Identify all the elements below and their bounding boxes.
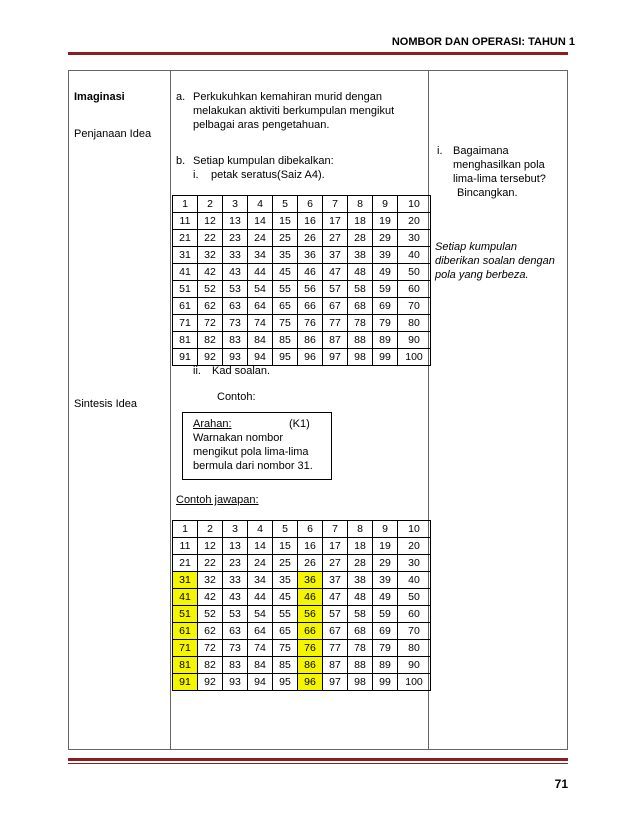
grid-cell-67: 67: [323, 623, 348, 640]
grid-row: [173, 640, 431, 657]
grid-cell-11: 11: [173, 213, 198, 230]
grid-row: [173, 589, 431, 606]
grid-cell-26: 26: [298, 555, 323, 572]
grid-cell-47: 47: [323, 264, 348, 281]
grid-cell-27: 27: [323, 230, 348, 247]
contoh-jawapan-label: Contoh jawapan:: [176, 494, 259, 506]
grid-cell-33: 33: [223, 247, 248, 264]
item-bi-label: i.: [193, 169, 199, 181]
grid-cell-48: 48: [348, 264, 373, 281]
grid-row: [173, 349, 431, 366]
note-line-1: Setiap kumpulan: [435, 241, 517, 253]
grid-cell-29: 29: [373, 230, 398, 247]
grid-cell-20: 20: [398, 213, 431, 230]
card-line-1: Warnakan nombor: [193, 432, 284, 444]
grid-cell-32: 32: [198, 572, 223, 589]
item-bii-text: Kad soalan.: [212, 365, 271, 377]
grid-cell-57: 57: [323, 606, 348, 623]
grid-cell-61: 61: [173, 298, 198, 315]
grid-cell-3: 3: [223, 196, 248, 213]
grid-cell-29: 29: [373, 555, 398, 572]
grid-cell-2: 2: [198, 196, 223, 213]
grid-cell-57: 57: [323, 281, 348, 298]
grid-row: [173, 521, 431, 538]
grid-cell-56: 56: [298, 606, 323, 623]
grid-cell-54: 54: [248, 606, 273, 623]
answer-grid: [172, 520, 431, 691]
grid-cell-65: 65: [273, 623, 298, 640]
level-code: (K1): [289, 418, 310, 430]
grid-cell-76: 76: [298, 640, 323, 657]
grid-cell-94: 94: [248, 674, 273, 691]
grid-row: [173, 281, 431, 298]
grid-cell-79: 79: [373, 315, 398, 332]
grid-cell-27: 27: [323, 555, 348, 572]
question-line-4: Bincangkan.: [457, 187, 518, 199]
grid-cell-11: 11: [173, 538, 198, 555]
grid-cell-60: 60: [398, 281, 431, 298]
grid-cell-7: 7: [323, 196, 348, 213]
grid-cell-40: 40: [398, 572, 431, 589]
grid-cell-84: 84: [248, 332, 273, 349]
grid-cell-43: 43: [223, 264, 248, 281]
grid-cell-52: 52: [198, 281, 223, 298]
grid-cell-64: 64: [248, 623, 273, 640]
grid-row: [173, 315, 431, 332]
grid-cell-21: 21: [173, 555, 198, 572]
grid-cell-10: 10: [398, 521, 431, 538]
grid-cell-99: 99: [373, 349, 398, 366]
grid-cell-5: 5: [273, 196, 298, 213]
grid-cell-76: 76: [298, 315, 323, 332]
grid-cell-18: 18: [348, 213, 373, 230]
grid-cell-12: 12: [198, 213, 223, 230]
grid-cell-9: 9: [373, 521, 398, 538]
grid-cell-38: 38: [348, 247, 373, 264]
grid-cell-64: 64: [248, 298, 273, 315]
grid-cell-6: 6: [298, 196, 323, 213]
grid-cell-8: 8: [348, 521, 373, 538]
grid-cell-6: 6: [298, 521, 323, 538]
grid-cell-44: 44: [248, 589, 273, 606]
item-a-line-3: pelbagai aras pengetahuan.: [193, 119, 330, 131]
grid-cell-15: 15: [273, 538, 298, 555]
item-bii-label: ii.: [193, 365, 201, 377]
grid-cell-63: 63: [223, 623, 248, 640]
grid-cell-83: 83: [223, 332, 248, 349]
grid-row: [173, 230, 431, 247]
grid-cell-80: 80: [398, 315, 431, 332]
grid-cell-75: 75: [273, 315, 298, 332]
item-b-text: Setiap kumpulan dibekalkan:: [193, 155, 334, 167]
grid-cell-5: 5: [273, 521, 298, 538]
grid-cell-89: 89: [373, 657, 398, 674]
grid-cell-54: 54: [248, 281, 273, 298]
grid-cell-21: 21: [173, 230, 198, 247]
grid-row: [173, 657, 431, 674]
grid-cell-52: 52: [198, 606, 223, 623]
grid-cell-56: 56: [298, 281, 323, 298]
item-bi-text: petak seratus(Saiz A4).: [211, 169, 325, 181]
grid-cell-73: 73: [223, 315, 248, 332]
grid-cell-13: 13: [223, 538, 248, 555]
grid-cell-53: 53: [223, 281, 248, 298]
grid-cell-3: 3: [223, 521, 248, 538]
grid-row: [173, 298, 431, 315]
grid-cell-72: 72: [198, 315, 223, 332]
grid-cell-87: 87: [323, 332, 348, 349]
grid-cell-89: 89: [373, 332, 398, 349]
grid-cell-7: 7: [323, 521, 348, 538]
grid-cell-36: 36: [298, 247, 323, 264]
grid-cell-83: 83: [223, 657, 248, 674]
grid-cell-90: 90: [398, 332, 431, 349]
grid-cell-61: 61: [173, 623, 198, 640]
grid-cell-10: 10: [398, 196, 431, 213]
grid-cell-79: 79: [373, 640, 398, 657]
grid-cell-24: 24: [248, 555, 273, 572]
grid-cell-82: 82: [198, 332, 223, 349]
grid-cell-17: 17: [323, 538, 348, 555]
grid-cell-68: 68: [348, 298, 373, 315]
grid-cell-85: 85: [273, 332, 298, 349]
grid-cell-91: 91: [173, 349, 198, 366]
grid-cell-50: 50: [398, 264, 431, 281]
grid-cell-32: 32: [198, 247, 223, 264]
grid-row: [173, 264, 431, 281]
grid-row: [173, 332, 431, 349]
grid-cell-28: 28: [348, 230, 373, 247]
grid-cell-33: 33: [223, 572, 248, 589]
grid-cell-78: 78: [348, 315, 373, 332]
grid-cell-22: 22: [198, 230, 223, 247]
grid-cell-9: 9: [373, 196, 398, 213]
note-line-2: diberikan soalan dengan: [435, 255, 555, 267]
grid-cell-17: 17: [323, 213, 348, 230]
grid-cell-1: 1: [173, 196, 198, 213]
grid-cell-35: 35: [273, 572, 298, 589]
grid-cell-34: 34: [248, 572, 273, 589]
grid-cell-8: 8: [348, 196, 373, 213]
grid-cell-93: 93: [223, 674, 248, 691]
grid-cell-60: 60: [398, 606, 431, 623]
grid-cell-46: 46: [298, 264, 323, 281]
grid-row: [173, 196, 431, 213]
grid-row: [173, 555, 431, 572]
grid-cell-19: 19: [373, 538, 398, 555]
page-header: NOMBOR DAN OPERASI: TAHUN 1: [391, 36, 575, 48]
grid-cell-12: 12: [198, 538, 223, 555]
grid-cell-92: 92: [198, 349, 223, 366]
grid-cell-39: 39: [373, 572, 398, 589]
grid-cell-4: 4: [248, 196, 273, 213]
grid-cell-87: 87: [323, 657, 348, 674]
grid-cell-49: 49: [373, 264, 398, 281]
page-number: 71: [554, 777, 568, 791]
grid-cell-66: 66: [298, 298, 323, 315]
grid-row: [173, 674, 431, 691]
grid-cell-41: 41: [173, 264, 198, 281]
grid-cell-90: 90: [398, 657, 431, 674]
grid-cell-74: 74: [248, 315, 273, 332]
grid-cell-72: 72: [198, 640, 223, 657]
grid-cell-71: 71: [173, 640, 198, 657]
grid-cell-25: 25: [273, 555, 298, 572]
grid-cell-69: 69: [373, 298, 398, 315]
grid-cell-20: 20: [398, 538, 431, 555]
grid-cell-34: 34: [248, 247, 273, 264]
grid-cell-47: 47: [323, 589, 348, 606]
grid-cell-70: 70: [398, 298, 431, 315]
grid-cell-49: 49: [373, 589, 398, 606]
question-line-3: lima-lima tersebut?: [453, 173, 546, 185]
grid-cell-69: 69: [373, 623, 398, 640]
grid-cell-18: 18: [348, 538, 373, 555]
grid-cell-48: 48: [348, 589, 373, 606]
grid-cell-98: 98: [348, 674, 373, 691]
label-penjanaan-idea: Penjanaan Idea: [74, 128, 152, 140]
grid-cell-51: 51: [173, 606, 198, 623]
card-line-2: mengikut pola lima-lima: [193, 446, 309, 458]
grid-cell-26: 26: [298, 230, 323, 247]
header-rule: [68, 52, 568, 55]
footer-rule: [68, 758, 568, 761]
grid-cell-25: 25: [273, 230, 298, 247]
grid-cell-16: 16: [298, 538, 323, 555]
grid-row: [173, 247, 431, 264]
grid-cell-36: 36: [298, 572, 323, 589]
label-imaginasi: Imaginasi: [74, 91, 125, 103]
grid-cell-84: 84: [248, 657, 273, 674]
grid-cell-4: 4: [248, 521, 273, 538]
grid-cell-45: 45: [273, 264, 298, 281]
grid-cell-80: 80: [398, 640, 431, 657]
footer-rule-thin: [68, 763, 568, 764]
grid-cell-59: 59: [373, 281, 398, 298]
grid-cell-75: 75: [273, 640, 298, 657]
label-sintesis-idea: Sintesis Idea: [74, 398, 137, 410]
grid-cell-93: 93: [223, 349, 248, 366]
grid-cell-96: 96: [298, 349, 323, 366]
grid-cell-46: 46: [298, 589, 323, 606]
grid-cell-35: 35: [273, 247, 298, 264]
item-a-line-1: Perkukuhkan kemahiran murid dengan: [193, 91, 382, 103]
grid-cell-14: 14: [248, 538, 273, 555]
grid-cell-62: 62: [198, 623, 223, 640]
grid-cell-82: 82: [198, 657, 223, 674]
note-line-3: pola yang berbeza.: [435, 269, 529, 281]
grid-cell-28: 28: [348, 555, 373, 572]
grid-cell-78: 78: [348, 640, 373, 657]
question-line-2: menghasilkan pola: [453, 159, 545, 171]
contoh-label: Contoh:: [217, 391, 256, 403]
grid-cell-94: 94: [248, 349, 273, 366]
grid-cell-39: 39: [373, 247, 398, 264]
grid-cell-86: 86: [298, 657, 323, 674]
grid-cell-98: 98: [348, 349, 373, 366]
grid-cell-92: 92: [198, 674, 223, 691]
grid-cell-42: 42: [198, 264, 223, 281]
grid-cell-85: 85: [273, 657, 298, 674]
item-b-label: b.: [176, 155, 186, 167]
item-a-line-2: melakukan aktiviti berkumpulan mengikut: [193, 105, 395, 117]
grid-row: [173, 572, 431, 589]
grid-cell-42: 42: [198, 589, 223, 606]
grid-cell-74: 74: [248, 640, 273, 657]
grid-cell-23: 23: [223, 555, 248, 572]
grid-cell-38: 38: [348, 572, 373, 589]
grid-cell-95: 95: [273, 349, 298, 366]
grid-cell-81: 81: [173, 332, 198, 349]
grid-cell-23: 23: [223, 230, 248, 247]
grid-cell-66: 66: [298, 623, 323, 640]
item-a-label: a.: [176, 91, 186, 103]
grid-cell-97: 97: [323, 674, 348, 691]
grid-cell-97: 97: [323, 349, 348, 366]
grid-cell-40: 40: [398, 247, 431, 264]
grid-cell-70: 70: [398, 623, 431, 640]
grid-cell-68: 68: [348, 623, 373, 640]
grid-cell-55: 55: [273, 281, 298, 298]
grid-row: [173, 623, 431, 640]
grid-cell-71: 71: [173, 315, 198, 332]
grid-cell-44: 44: [248, 264, 273, 281]
grid-cell-86: 86: [298, 332, 323, 349]
grid-cell-24: 24: [248, 230, 273, 247]
grid-cell-53: 53: [223, 606, 248, 623]
question-line-1: Bagaimana: [453, 145, 509, 157]
grid-cell-51: 51: [173, 281, 198, 298]
grid-cell-41: 41: [173, 589, 198, 606]
grid-cell-1: 1: [173, 521, 198, 538]
grid-cell-50: 50: [398, 589, 431, 606]
card-line-3: bermula dari nombor 31.: [193, 460, 313, 472]
grid-cell-37: 37: [323, 572, 348, 589]
grid-row: [173, 213, 431, 230]
grid-cell-88: 88: [348, 657, 373, 674]
grid-cell-2: 2: [198, 521, 223, 538]
grid-cell-95: 95: [273, 674, 298, 691]
grid-cell-31: 31: [173, 572, 198, 589]
grid-cell-63: 63: [223, 298, 248, 315]
grid-cell-30: 30: [398, 230, 431, 247]
grid-cell-73: 73: [223, 640, 248, 657]
grid-cell-22: 22: [198, 555, 223, 572]
grid-cell-88: 88: [348, 332, 373, 349]
grid-cell-91: 91: [173, 674, 198, 691]
grid-cell-16: 16: [298, 213, 323, 230]
grid-cell-31: 31: [173, 247, 198, 264]
grid-cell-45: 45: [273, 589, 298, 606]
grid-cell-96: 96: [298, 674, 323, 691]
grid-cell-67: 67: [323, 298, 348, 315]
grid-cell-30: 30: [398, 555, 431, 572]
grid-cell-77: 77: [323, 315, 348, 332]
grid-cell-81: 81: [173, 657, 198, 674]
grid-cell-19: 19: [373, 213, 398, 230]
grid-cell-58: 58: [348, 281, 373, 298]
grid-row: [173, 606, 431, 623]
grid-cell-62: 62: [198, 298, 223, 315]
grid-row: [173, 538, 431, 555]
grid-cell-99: 99: [373, 674, 398, 691]
grid-cell-58: 58: [348, 606, 373, 623]
grid-cell-43: 43: [223, 589, 248, 606]
grid-cell-59: 59: [373, 606, 398, 623]
grid-cell-65: 65: [273, 298, 298, 315]
question-label: i.: [437, 145, 443, 157]
grid-cell-14: 14: [248, 213, 273, 230]
grid-cell-37: 37: [323, 247, 348, 264]
column-divider-1: [170, 70, 171, 750]
arahan-label: Arahan:: [193, 418, 232, 430]
grid-cell-100: 100: [398, 674, 431, 691]
grid-cell-15: 15: [273, 213, 298, 230]
grid-cell-13: 13: [223, 213, 248, 230]
grid-cell-77: 77: [323, 640, 348, 657]
hundred-grid: [172, 195, 431, 366]
grid-cell-100: 100: [398, 349, 431, 366]
grid-cell-55: 55: [273, 606, 298, 623]
